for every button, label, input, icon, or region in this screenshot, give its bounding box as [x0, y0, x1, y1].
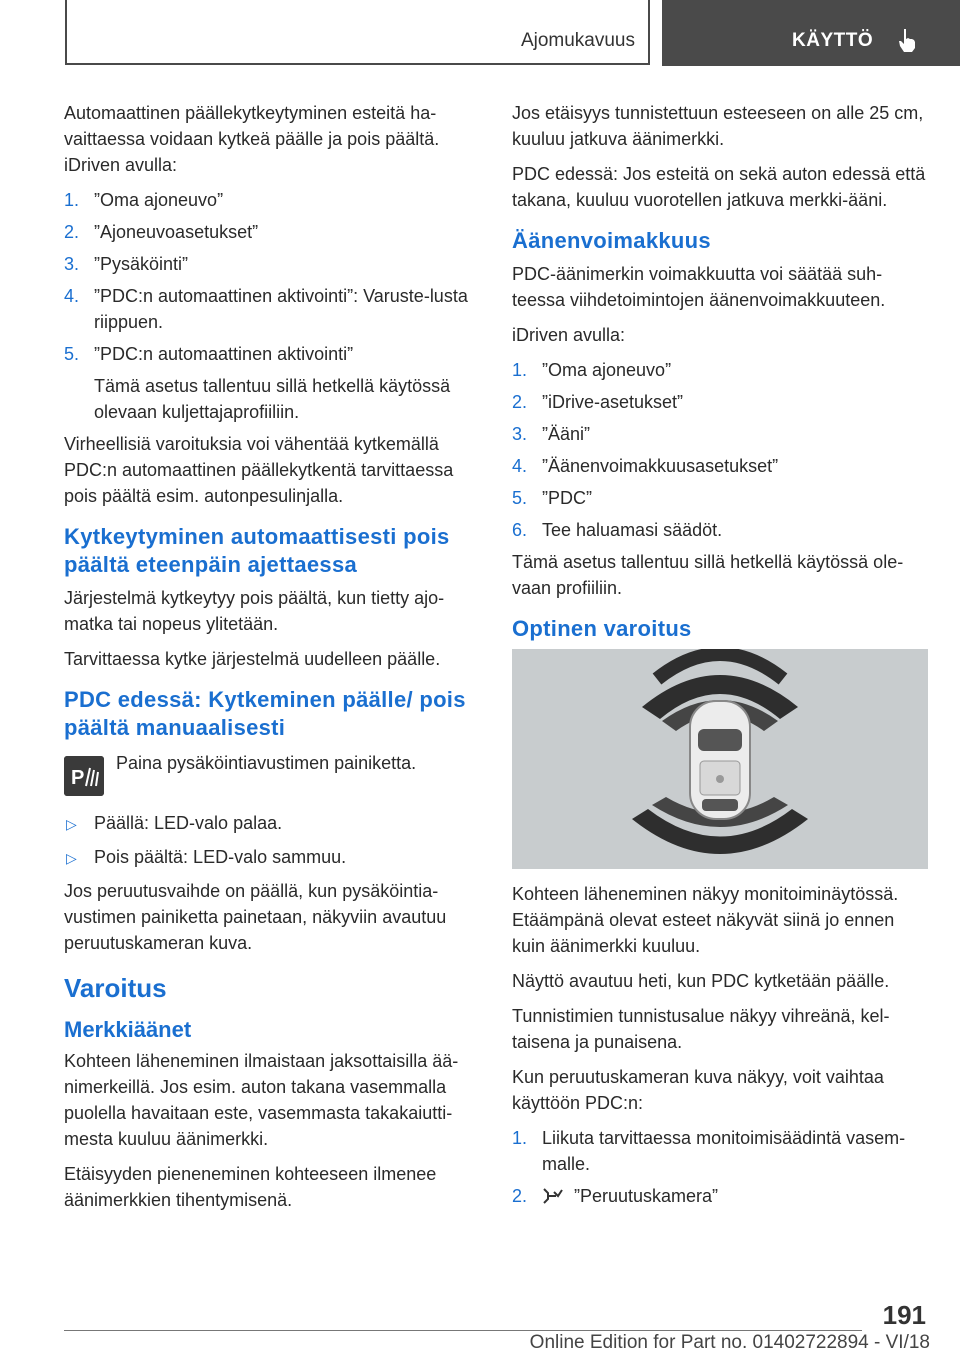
left-column — [64, 100, 480, 1222]
auto-off-paragraph-2: Tarvittaessa kytke järjestelmä uudelleen päälle. — [64, 649, 441, 669]
list-item: 5. ”PDC:n automaattinen aktivointi” Tämä asetus tallentuu sillä hetkellä käytössä olevaan kuljettajaprofiiliin. — [64, 341, 480, 425]
front-rear-paragraph: PDC edessä: Jos esteitä on sekä auton edessä että takana, kuuluu vuorotellen jatkuva merkki-ääni. — [512, 164, 926, 210]
pdc-car-illustration — [512, 649, 928, 869]
header-chapter-tab — [662, 0, 960, 66]
press-button-text: Paina pysäköintiavustimen painiketta. — [116, 753, 417, 773]
signals-paragraph-2: Etäisyyden pieneneminen kohteeseen ilmenee äänimerkkien tihentymisenä. — [64, 1164, 437, 1210]
list-item-note: Tämä asetus tallentuu sillä hetkellä käytössä olevaan kuljettajaprofiiliin. — [94, 376, 451, 422]
list-item: ▷ Päällä: LED-valo palaa. — [64, 810, 480, 836]
list-item: 1. ”Oma ajoneuvo” — [64, 190, 224, 210]
heading-optical: Optinen varoitus — [512, 616, 692, 641]
pdc-display-figure — [512, 649, 928, 869]
list-item: 4. ”PDC:n automaattinen aktivointi”: Varuste-lusta riippuen. — [64, 286, 468, 332]
list-item: 6. Tee haluamasi säädöt. — [512, 520, 723, 540]
heading-warning: Varoitus — [64, 973, 167, 1003]
list-item: 2. ”Ajoneuvoasetukset” — [64, 222, 259, 242]
reverse-gear-paragraph: Jos peruutusvaihde on päällä, kun pysäköintia-vustimen painiketta painetaan, näkyviin avautuu peruutuskameran kuva. — [64, 881, 447, 953]
heading-volume: Äänenvoimakkuus — [512, 228, 711, 253]
list-item: 3. ”Ääni” — [512, 424, 591, 444]
idrive-paragraph: iDriven avulla: — [512, 325, 626, 345]
right-column — [512, 100, 930, 1215]
display-opens-paragraph: Näyttö avautuu heti, kun PDC kytketään päälle. — [512, 971, 890, 991]
intro-paragraph: Automaattinen päällekytkeytyminen esteitä ha-vaittaessa voidaan kytkeä päälle ja pois päältä. iDriven avulla: — [64, 103, 440, 175]
distance-paragraph: Jos etäisyys tunnistettuun esteeseen on alle 25 cm, kuuluu jatkuva äänimerkki. — [512, 103, 924, 149]
header-section-title: Ajomukavuus — [520, 30, 635, 51]
list-item: 1. Liikuta tarvittaessa monitoimisäädintä vasem-malle. — [512, 1128, 906, 1174]
switch-to-pdc-paragraph: Kun peruutuskameran kuva näkyy, voit vaihtaa käyttöön PDC:n: — [512, 1067, 884, 1113]
false-warnings-paragraph: Virheellisiä varoituksia voi vähentää kytkemällä PDC:n automaattinen päällekytkentä tarvittaessa pois päältä esim. autonpesulinjalla. — [64, 434, 454, 506]
setting-saved-paragraph: Tämä asetus tallentuu sillä hetkellä käytössä ole-vaan profiiliin. — [512, 552, 904, 598]
heading-signals: Merkkiäänet — [64, 1017, 192, 1042]
page-number: 191 — [882, 1300, 926, 1330]
heading-auto-off: Kytkeytyminen automaattisesti pois päältä eteenpäin ajettaessa — [64, 524, 450, 577]
list-item: ▷ Pois päältä: LED-valo sammuu. — [64, 844, 480, 870]
led-status-list — [64, 810, 480, 870]
header-chapter-title: KÄYTTÖ — [792, 30, 874, 51]
pdc-button-icon — [64, 756, 104, 796]
signals-paragraph: Kohteen läheneminen ilmaistaan jaksottaisilla ää-nimerkeillä. Jos esim. auton takana vasemmalla puolella havaitaan este, vasemmasta takakaiutti-mesta kuuluu äänimerkki. — [64, 1051, 459, 1149]
footer-edition: Online Edition for Part no. 01402722894 - VI/18 — [529, 1332, 930, 1353]
hand-pointer-icon — [894, 26, 922, 54]
pdc-button-instruction — [64, 750, 480, 798]
list-item: 1. ”Oma ajoneuvo” — [512, 360, 672, 380]
heading-manual: PDC edessä: Kytkeminen päälle/ pois päältä manuaalisesti — [64, 687, 466, 740]
list-item: 3. ”Pysäköinti” — [64, 254, 189, 274]
triangle-bullet-icon: ▷ — [66, 850, 77, 866]
sensor-area-paragraph: Tunnistimien tunnistusalue näkyy vihreänä, kel-taisena ja punaisena. — [512, 1006, 890, 1052]
list-item: 2. ”Peruutuskamera” — [512, 1186, 719, 1206]
rear-camera-icon — [542, 1187, 564, 1205]
figure-caption: Kohteen läheneminen näkyy monitoiminäytössä. Etäämpänä olevat esteet näkyvät siinä jo ennen kuin äänimerkki kuuluu. — [512, 884, 899, 956]
auto-off-paragraph: Järjestelmä kytkeytyy pois päältä, kun tietty ajo-matka tai nopeus ylitetään. — [64, 588, 445, 634]
triangle-bullet-icon: ▷ — [66, 816, 77, 832]
list-item: 5. ”PDC” — [512, 488, 592, 508]
volume-steps-list — [512, 357, 930, 543]
volume-paragraph: PDC-äänimerkin voimakkuutta voi säätää suh-teessa viihdetoimintojen äänenvoimakkuuteen. — [512, 264, 886, 310]
svg-text:P: P — [71, 767, 85, 789]
camera-steps-list — [512, 1125, 930, 1209]
list-item: 4. ”Äänenvoimakkuusasetukset” — [512, 456, 779, 476]
idrive-steps-list — [64, 187, 480, 425]
list-item: 2. ”iDrive-asetukset” — [512, 392, 684, 412]
footer-divider — [64, 1330, 862, 1331]
